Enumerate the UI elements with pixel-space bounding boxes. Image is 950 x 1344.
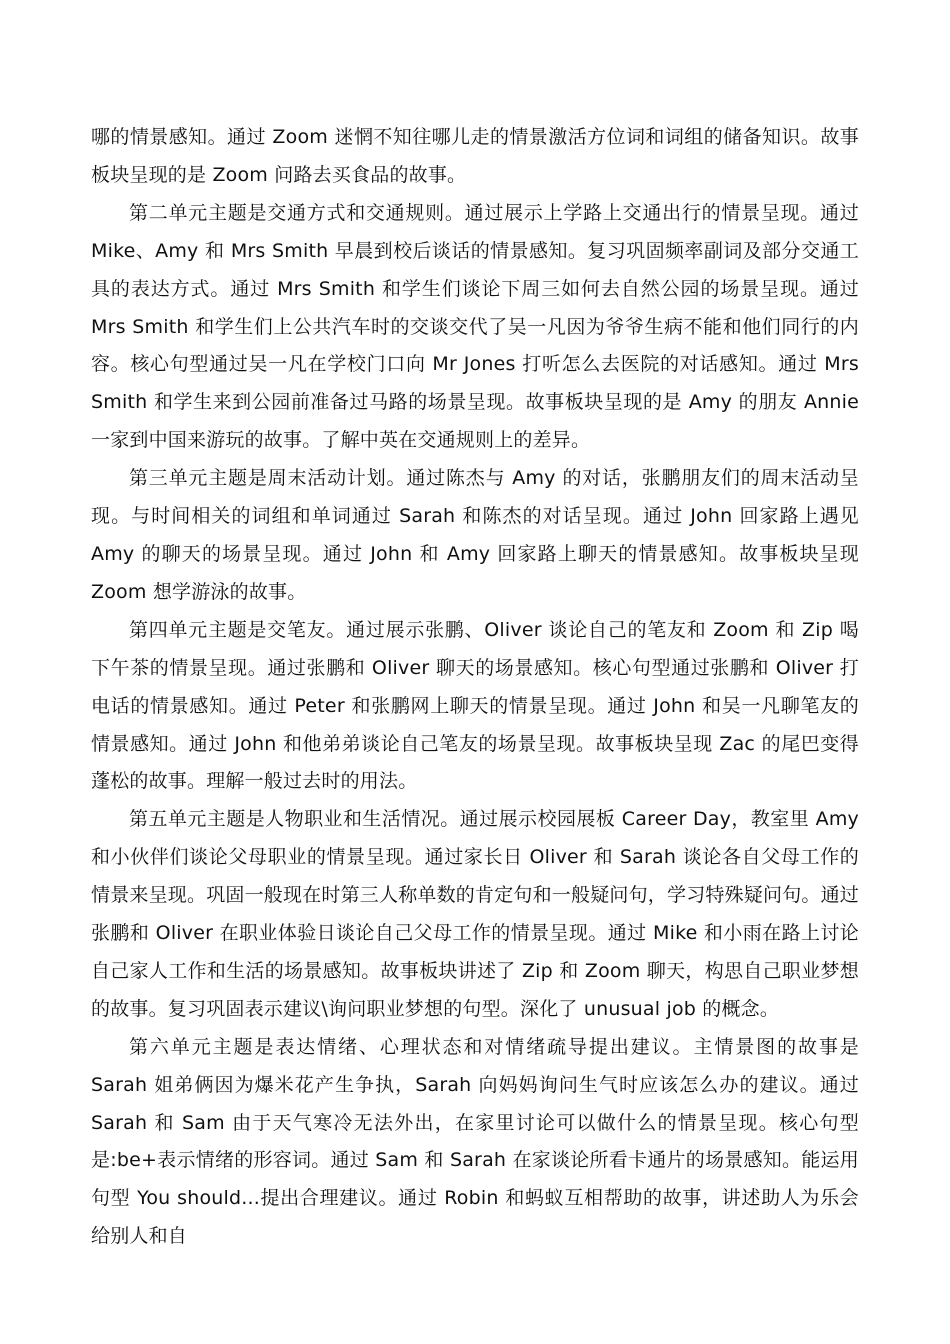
paragraph-unit-6: 第六单元主题是表达情绪、心理状态和对情绪疏导提出建议。主情景图的故事是 Sarah 姐弟俩因为爆米花产生争执，Sarah 向妈妈询问生气时应该怎么办的建议。通过 Sarah 和 Sam 由于天气寒冷无法外出，在家里讨论可以做什么的情景呈现。核心句型是:be+表示情绪的形容词。通过 Sam 和 Sarah 在家谈论所看卡通片的场景感知。能运用句型 You should...提出合理建议。通过 Robin 和蚂蚁互相帮助的故事，讲述助人为乐会给别人和自 (91, 1035, 860, 1248)
paragraph-unit-5: 第五单元主题是人物职业和生活情况。通过展示校园展板 Career Day，教室里 Amy 和小伙伴们谈论父母职业的情景呈现。通过家长日 Oliver 和 Sarah 谈论各自父母工作的情景来呈现。巩固一般现在时第三人称单数的肯定句和一般疑问句，学习特殊疑问句。通过张鹏和 Oliver 在职业体验日谈论自己父母工作的情景呈现。通过 Mike 和小雨在路上讨论自己家人工作和生活的场景感知。故事板块讲述了 Zip 和 Zoom 聊天，构思自己职业梦想的故事。复习巩固表示建议\询问职业梦想的句型。深化了 unusual job 的概念。 (91, 808, 860, 1020)
paragraph-unit-4: 第四单元主题是交笔友。通过展示张鹏、Oliver 谈论自己的笔友和 Zoom 和 Zip 喝下午茶的情景呈现。通过张鹏和 Oliver 聊天的场景感知。核心句型通过张鹏和 Oliver 打电话的情景感知。通过 Peter 和张鹏网上聊天的情景呈现。通过 John 和吴一凡聊笔友的情景感知。通过 John 和他弟弟谈论自己笔友的场景呈现。故事板块呈现 Zac 的尾巴变得蓬松的故事。理解一般过去时的用法。 (91, 618, 859, 793)
paragraph-unit-3: 第三单元主题是周末活动计划。通过陈杰与 Amy 的对话，张鹏朋友们的周末活动呈现。与时间相关的词组和单词通过 Sarah 和陈杰的对话呈现。通过 John 回家路上遇见 Amy 的聊天的场景呈现。通过 John 和 Amy 回家路上聊天的情景感知。故事板块呈现 Zoom 想学游泳的故事。 (91, 467, 859, 603)
document-body (91, 119, 859, 1256)
paragraph-unit-1-continued: 哪的情景感知。通过 Zoom 迷惘不知往哪儿走的情景激活方位词和词组的储备知识。故事板块呈现的是 Zoom 问路去买食品的故事。 (91, 126, 859, 186)
paragraph-unit-2: 第二单元主题是交通方式和交通规则。通过展示上学路上交通出行的情景呈现。通过 Mike、Amy 和 Mrs Smith 早晨到校后谈话的情景感知。复习巩固频率副词及部分交通工具的表达方式。通过 Mrs Smith 和学生们谈论下周三如何去自然公园的场景呈现。通过 Mrs Smith 和学生们上公共汽车时的交谈交代了吴一凡因为爷爷生病不能和他们同行的内容。核心句型通过吴一凡在学校门口向 Mr Jones 打听怎么去医院的对话感知。通过 Mrs Smith 和学生来到公园前准备过马路的场景呈现。故事板块呈现的是 Amy 的朋友 Annie 一家到中国来游玩的故事。了解中英在交通规则上的差异。 (91, 201, 859, 452)
